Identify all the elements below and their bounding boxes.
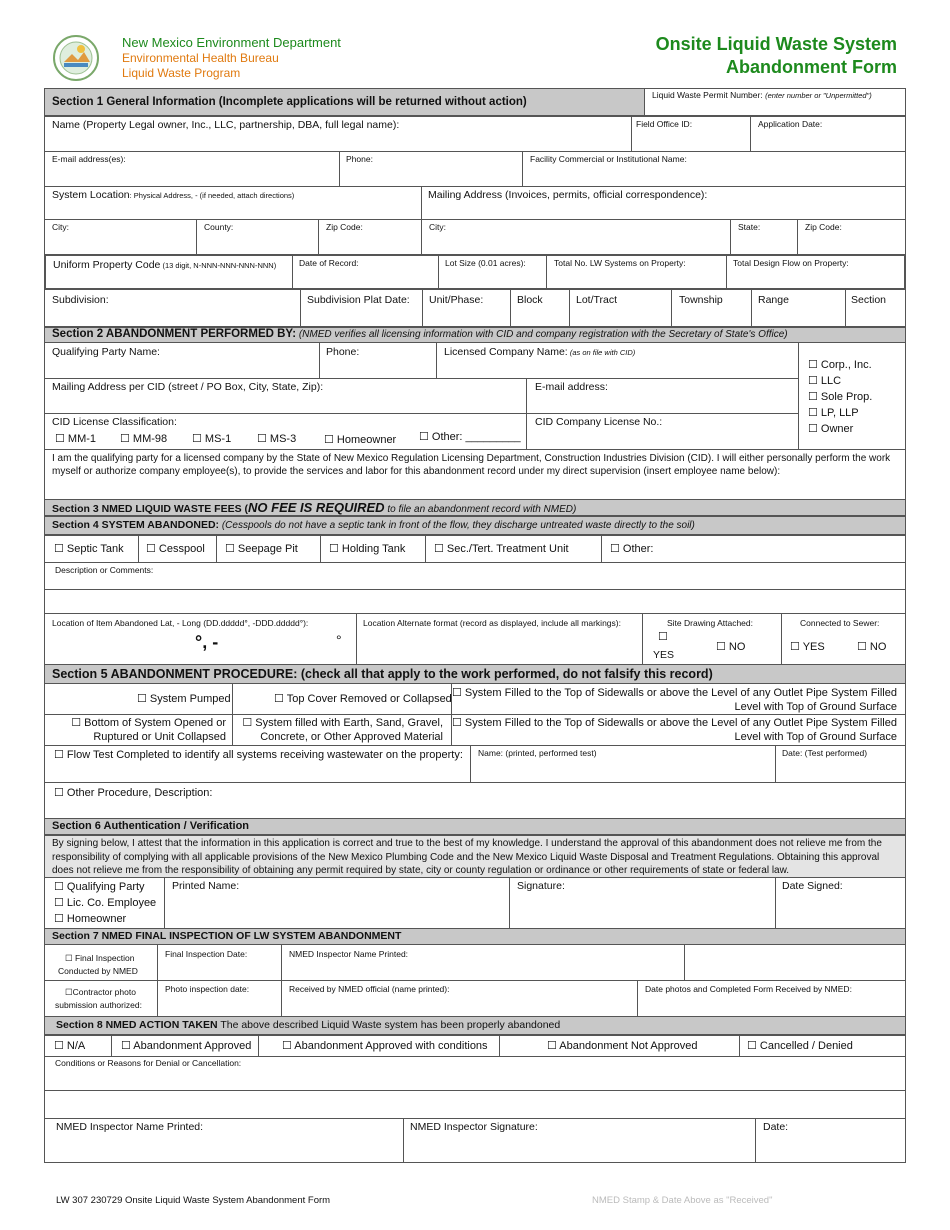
final-inspector-name-field[interactable]: NMED Inspector Name Printed: bbox=[56, 1121, 204, 1133]
date-photos-received-field[interactable]: Date photos and Completed Form Received by NMED: bbox=[645, 984, 852, 994]
total-lw-systems-field[interactable]: Total No. LW Systems on Property: bbox=[554, 258, 686, 268]
total-design-flow-field[interactable]: Total Design Flow on Property: bbox=[733, 258, 849, 268]
form-title-line2: Abandonment Form bbox=[726, 57, 897, 77]
class-mm98-checkbox[interactable]: ☐ MM-98 bbox=[120, 433, 168, 445]
owner-email-field[interactable]: E-mail address(es): bbox=[52, 154, 126, 164]
application-date-field[interactable]: Application Date: bbox=[758, 119, 823, 129]
cid-mailing-address-field[interactable]: Mailing Address per CID (street / PO Box, City, State, Zip): bbox=[52, 381, 324, 393]
section-field[interactable]: Section bbox=[851, 294, 887, 306]
qualifying-party-statement: I am the qualifying party for a licensed company by the State of New Mexico Regulation Licensing Department, Construction Industries Division (CID). I will either personally perform the work myself or authorize company employee(s), to provide the services and labor for this abandonment record under my direct supervision (insert employee name below): bbox=[52, 453, 891, 477]
signature-field[interactable]: Signature: bbox=[517, 880, 565, 892]
connected-sewer-label: Connected to Sewer: bbox=[800, 618, 880, 628]
entity-llc-checkbox[interactable]: ☐ LLC bbox=[808, 375, 842, 387]
attestation-statement: By signing below, I attest that the information in this application is correct and true to the best of my knowledge. I understand the approval of this abandonment does not relieve me from the responsibility of complying with all applicable provisions of the New Mexico Plumbing Code and the New Mexico Liquid Waste Disposal and Treatment Regulations. Obtaining this approval does not relieve me from the responsibility of obtaining any permit required by state, city or county regulation or ordinance or other requirements of state or federal law. bbox=[52, 838, 882, 876]
long-degree-symbol[interactable]: ° bbox=[336, 632, 342, 648]
lot-tract-field[interactable]: Lot/Tract bbox=[576, 294, 618, 306]
uniform-property-code-field[interactable]: Uniform Property Code (13 digit, N-NNN-NNN-NNN-NNN) bbox=[53, 259, 277, 271]
description-comments-field[interactable]: Description or Comments: bbox=[55, 565, 154, 575]
proc-flow-test-checkbox[interactable]: ☐ Flow Test Completed to identify all systems receiving wastewater on the property: bbox=[54, 749, 463, 761]
entity-sole-prop-checkbox[interactable]: ☐ Sole Prop. bbox=[808, 391, 873, 403]
alternate-location-field[interactable]: Location Alternate format (record as displayed, include all markings): bbox=[363, 618, 621, 628]
qualifying-party-name-field[interactable]: Qualifying Party Name: bbox=[52, 346, 160, 358]
entity-corp-checkbox[interactable]: ☐ Corp., Inc. bbox=[808, 359, 872, 371]
denial-conditions-field[interactable]: Conditions or Reasons for Denial or Cancellation: bbox=[55, 1058, 242, 1068]
qualifying-party-phone-field[interactable]: Phone: bbox=[326, 346, 360, 358]
owner-phone-field[interactable]: Phone: bbox=[346, 154, 373, 164]
final-inspection-date-field[interactable]: Final Inspection Date: bbox=[165, 949, 248, 959]
range-field[interactable]: Range bbox=[758, 294, 789, 306]
action-cancelled-checkbox[interactable]: ☐ Cancelled / Denied bbox=[747, 1040, 853, 1052]
cid-license-classification-label: CID License Classification: bbox=[52, 416, 177, 428]
subdivision-field[interactable]: Subdivision: bbox=[52, 294, 109, 306]
class-ms3-checkbox[interactable]: ☐ MS-3 bbox=[257, 433, 297, 445]
inspector-date-field[interactable]: Date: bbox=[763, 1121, 789, 1133]
licensed-company-name-field[interactable]: Licensed Company Name: (as on file with CID) bbox=[444, 346, 636, 358]
program-name: Liquid Waste Program bbox=[122, 66, 241, 80]
sewer-no-checkbox[interactable]: ☐ NO bbox=[857, 641, 887, 653]
section-7-heading: Section 7 NMED FINAL INSPECTION OF LW SYSTEM ABANDONMENT bbox=[52, 930, 402, 942]
final-inspection-checkbox[interactable]: ☐ Final Inspection bbox=[65, 953, 135, 963]
contractor-photo-checkbox[interactable]: ☐Contractor photo bbox=[65, 987, 136, 997]
type-other-checkbox[interactable]: ☐ Other: bbox=[610, 543, 654, 555]
proc-top-cover-checkbox[interactable]: ☐ Top Cover Removed or Collapsed bbox=[274, 693, 452, 705]
entity-lp-llp-checkbox[interactable]: ☐ LP, LLP bbox=[808, 407, 859, 419]
site-drawing-label: Site Drawing Attached: bbox=[667, 618, 753, 628]
township-field[interactable]: Township bbox=[679, 294, 723, 306]
owner-name-field[interactable]: Name (Property Legal owner, Inc., LLC, partnership, DBA, full legal name): bbox=[52, 119, 400, 131]
proc-bottom-opened-label: Ruptured or Unit Collapsed bbox=[93, 731, 226, 743]
location-county-field[interactable]: County: bbox=[204, 222, 234, 232]
stamp-area-note: NMED Stamp & Date Above as "Received" bbox=[592, 1195, 773, 1206]
mailing-state-field[interactable]: State: bbox=[738, 222, 761, 232]
section-8-heading: Section 8 NMED ACTION TAKEN The above described Liquid Waste system has been properly abandoned bbox=[56, 1019, 561, 1031]
role-homeowner-checkbox[interactable]: ☐ Homeowner bbox=[54, 913, 127, 925]
action-not-approved-checkbox[interactable]: ☐ Abandonment Not Approved bbox=[547, 1040, 698, 1052]
proc-filled-ground-2-label: Level with Top of Ground Surface bbox=[734, 731, 897, 743]
type-cesspool-checkbox[interactable]: ☐ Cesspool bbox=[146, 543, 205, 555]
photo-inspection-date-field[interactable]: Photo inspection date: bbox=[165, 984, 250, 994]
location-zip-field[interactable]: Zip Code: bbox=[326, 222, 363, 232]
class-ms1-checkbox[interactable]: ☐ MS-1 bbox=[192, 433, 232, 445]
type-treatment-unit-checkbox[interactable]: ☐ Sec./Tert. Treatment Unit bbox=[434, 543, 569, 555]
system-location-field[interactable]: System Location: Physical Address, - (if needed, attach directions) bbox=[52, 189, 295, 201]
mailing-zip-field[interactable]: Zip Code: bbox=[805, 222, 842, 232]
form-title-line1: Onsite Liquid Waste System bbox=[655, 34, 897, 54]
section-4-heading: Section 4 SYSTEM ABANDONED: (Cesspools do not have a septic tank in front of the flow, they discharge untreated waste directly to the soil) bbox=[52, 519, 695, 531]
field-office-id-field[interactable]: Field Office ID: bbox=[636, 119, 693, 129]
date-signed-field[interactable]: Date Signed: bbox=[782, 880, 843, 892]
lat-long-degree-separator[interactable]: °, - bbox=[195, 632, 219, 652]
unit-phase-field[interactable]: Unit/Phase: bbox=[429, 294, 484, 306]
action-approved-conditions-checkbox[interactable]: ☐ Abandonment Approved with conditions bbox=[282, 1040, 488, 1052]
site-drawing-yes-checkbox[interactable]: ☐ bbox=[658, 631, 668, 643]
section-5-heading: Section 5 ABANDONMENT PROCEDURE: (check all that apply to the work performed, do not falsify this record) bbox=[52, 667, 713, 681]
dept-name: New Mexico Environment Department bbox=[122, 35, 341, 50]
entity-owner-checkbox[interactable]: ☐ Owner bbox=[808, 423, 854, 435]
contractor-photo-label: submission authorized: bbox=[55, 1000, 142, 1010]
proc-other-checkbox[interactable]: ☐ Other Procedure, Description: bbox=[54, 787, 213, 799]
mailing-city-field[interactable]: City: bbox=[429, 222, 446, 232]
proc-earth-fill-label: Concrete, or Other Approved Material bbox=[260, 731, 443, 743]
company-email-field[interactable]: E-mail address: bbox=[535, 381, 608, 393]
block-field[interactable]: Block bbox=[517, 294, 543, 306]
section-2-heading: Section 2 ABANDONMENT PERFORMED BY: (NMED verifies all licensing information with CID and company registration with the Secretary of State's Office) bbox=[52, 328, 788, 340]
class-mm1-checkbox[interactable]: ☐ MM-1 bbox=[55, 433, 97, 445]
proc-filled-ground-label: Level with Top of Ground Surface bbox=[734, 701, 897, 713]
lot-size-field[interactable]: Lot Size (0.01 acres): bbox=[445, 258, 526, 268]
section-3-heading: Section 3 NMED LIQUID WASTE FEES (NO FEE IS REQUIRED to file an abandonment record with NMED) bbox=[52, 500, 577, 515]
bureau-name: Environmental Health Bureau bbox=[122, 51, 279, 65]
permit-number-label[interactable]: Liquid Waste Permit Number: (enter number or "Unpermitted") bbox=[652, 90, 872, 100]
action-approved-checkbox[interactable]: ☐ Abandonment Approved bbox=[121, 1040, 252, 1052]
flow-test-name-field[interactable]: Name: (printed, performed test) bbox=[478, 748, 597, 758]
type-septic-tank-checkbox[interactable]: ☐ Septic Tank bbox=[54, 543, 124, 555]
proc-bottom-opened-checkbox[interactable]: ☐ Bottom of System Opened or bbox=[71, 717, 226, 729]
sewer-yes-checkbox[interactable]: ☐ YES bbox=[790, 641, 825, 653]
type-seepage-pit-checkbox[interactable]: ☐ Seepage Pit bbox=[225, 543, 298, 555]
proc-filled-sidewalls-checkbox[interactable]: ☐ System Filled to the Top of Sidewalls or above the Level of any Outlet Pipe System Filled bbox=[452, 687, 897, 699]
section-6-heading: Section 6 Authentication / Verification bbox=[52, 820, 250, 832]
flow-test-date-field[interactable]: Date: (Test performed) bbox=[782, 748, 868, 758]
site-drawing-no-checkbox[interactable]: ☐ NO bbox=[716, 641, 746, 653]
received-by-official-field[interactable]: Received by NMED official (name printed): bbox=[289, 984, 450, 994]
lat-long-label: Location of Item Abandoned Lat, - Long (DD.ddddd°, -DDD.ddddd°): bbox=[52, 618, 309, 628]
action-na-checkbox[interactable]: ☐ N/A bbox=[54, 1040, 86, 1052]
facility-name-field[interactable]: Facility Commercial or Institutional Name: bbox=[530, 154, 687, 164]
role-employee-checkbox[interactable]: ☐ Lic. Co. Employee bbox=[54, 897, 157, 909]
form-id-footer: LW 307 230729 Onsite Liquid Waste System Abandonment Form bbox=[56, 1195, 331, 1206]
type-holding-tank-checkbox[interactable]: ☐ Holding Tank bbox=[329, 543, 406, 555]
class-other-checkbox[interactable]: ☐ Other: _________ bbox=[419, 431, 521, 443]
inspector-name-field[interactable]: NMED Inspector Name Printed: bbox=[289, 949, 409, 959]
inspector-signature-field[interactable]: NMED Inspector Signature: bbox=[410, 1121, 538, 1133]
section-1-heading: Section 1 General Information (Incomplete applications will be returned without action) bbox=[52, 96, 527, 108]
nmed-seal-logo bbox=[52, 34, 100, 82]
class-homeowner-checkbox[interactable]: ☐ Homeowner bbox=[324, 434, 397, 446]
plat-date-field[interactable]: Subdivision Plat Date: bbox=[307, 294, 410, 306]
date-of-record-field[interactable]: Date of Record: bbox=[299, 258, 359, 268]
proc-earth-fill-checkbox[interactable]: ☐ System filled with Earth, Sand, Gravel, bbox=[242, 717, 443, 729]
proc-filled-sidewalls-2-checkbox[interactable]: ☐ System Filled to the Top of Sidewalls or above the Level of any Outlet Pipe System Filled bbox=[452, 717, 897, 729]
cid-license-number-field[interactable]: CID Company License No.: bbox=[535, 416, 663, 428]
mailing-address-field[interactable]: Mailing Address (Invoices, permits, official correspondence): bbox=[428, 189, 708, 201]
proc-system-pumped-checkbox[interactable]: ☐ System Pumped bbox=[137, 693, 231, 705]
site-drawing-yes-label: YES bbox=[653, 649, 675, 661]
location-city-field[interactable]: City: bbox=[52, 222, 69, 232]
printed-name-field[interactable]: Printed Name: bbox=[172, 880, 240, 892]
final-inspection-label: Conducted by NMED bbox=[58, 966, 138, 976]
role-qualifying-party-checkbox[interactable]: ☐ Qualifying Party bbox=[54, 881, 145, 893]
